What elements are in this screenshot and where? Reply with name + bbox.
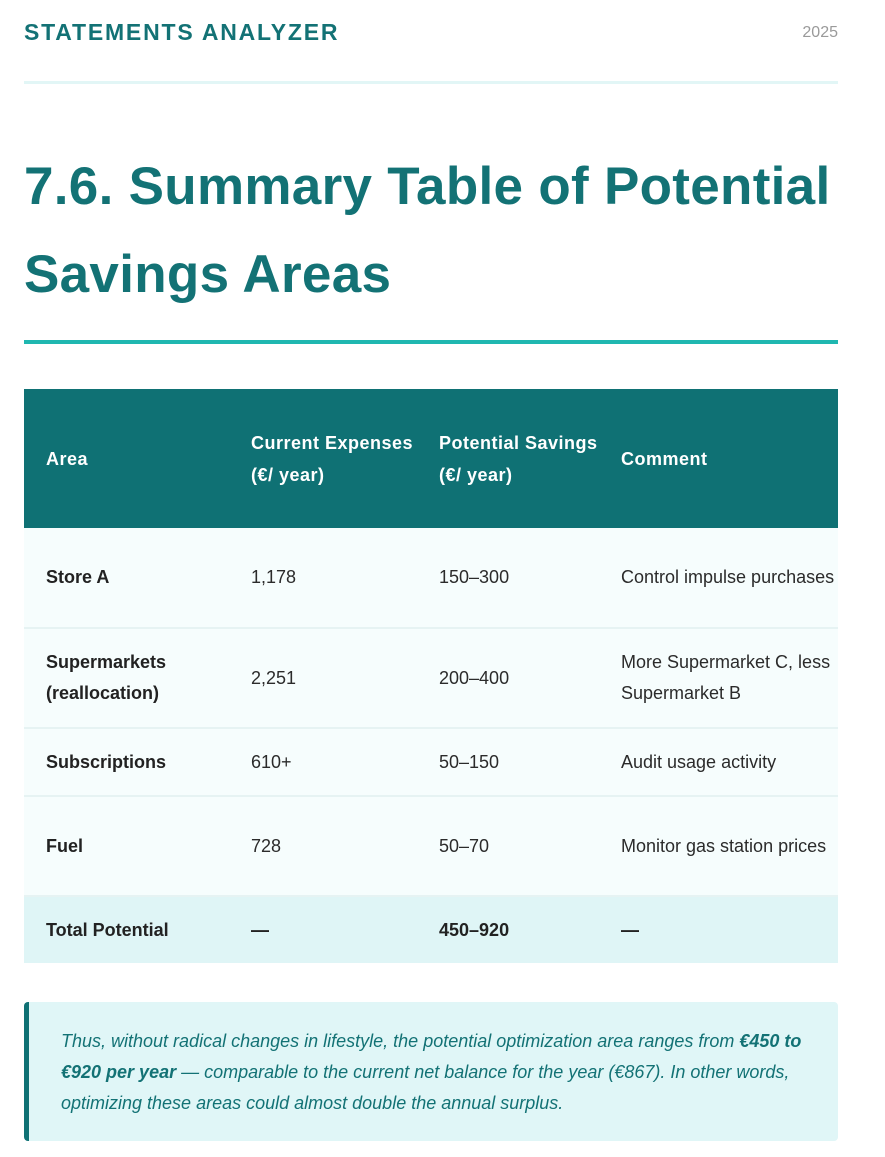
total-comment: — <box>599 896 838 963</box>
table-header-row <box>24 389 838 528</box>
cell-current-expenses: 1,178 <box>229 528 417 628</box>
table-row <box>24 628 838 728</box>
cell-area: Subscriptions <box>24 728 229 796</box>
cell-area: Fuel <box>24 796 229 896</box>
column-header-potential-savings: Potential Savings (€/ year) <box>417 389 599 528</box>
conclusion-callout <box>24 1002 838 1141</box>
column-header-current-expenses: Current Expenses (€/ year) <box>229 389 417 528</box>
total-row <box>24 896 838 963</box>
savings-summary-table <box>24 389 838 963</box>
cell-current-expenses: 728 <box>229 796 417 896</box>
cell-potential-savings: 150–300 <box>417 528 599 628</box>
cell-comment: More Supermarket C, less Supermarket B <box>599 628 838 728</box>
conclusion-text <box>61 1026 818 1119</box>
cell-comment: Audit usage activity <box>599 728 838 796</box>
column-header-area: Area <box>24 389 229 528</box>
table-row <box>24 528 838 628</box>
section-title: 7.6. Summary Table of Potential Savings Areas <box>24 157 831 304</box>
conclusion-text-start: Thus, without radical changes in lifestyle, the potential optimization area ranges from <box>61 1031 740 1051</box>
cell-potential-savings: 200–400 <box>417 628 599 728</box>
table-row <box>24 796 838 896</box>
table-row <box>24 728 838 796</box>
cell-potential-savings: 50–70 <box>417 796 599 896</box>
cell-area: Store A <box>24 528 229 628</box>
conclusion-text-end: — comparable to the current net balance for the year (€867). In other words, optimizing these areas could almost double the annual surplus. <box>61 1062 790 1113</box>
total-label: Total Potential <box>24 896 229 963</box>
cell-area: Supermarkets (reallocation) <box>24 628 229 728</box>
total-potential-savings: 450–920 <box>417 896 599 963</box>
column-header-comment: Comment <box>599 389 838 528</box>
cell-potential-savings: 50–150 <box>417 728 599 796</box>
savings-range-highlight: €450 to €920 per year <box>61 1031 802 1082</box>
cell-current-expenses: 610+ <box>229 728 417 796</box>
cell-comment: Monitor gas station prices <box>599 796 838 896</box>
page-header <box>24 0 838 84</box>
brand-name: STATEMENTS ANALYZER <box>24 19 340 45</box>
report-year: 2025 <box>802 24 838 41</box>
title-divider <box>24 340 838 344</box>
cell-current-expenses: 2,251 <box>229 628 417 728</box>
cell-comment: Control impulse purchases <box>599 528 838 628</box>
total-current-expenses: — <box>229 896 417 963</box>
